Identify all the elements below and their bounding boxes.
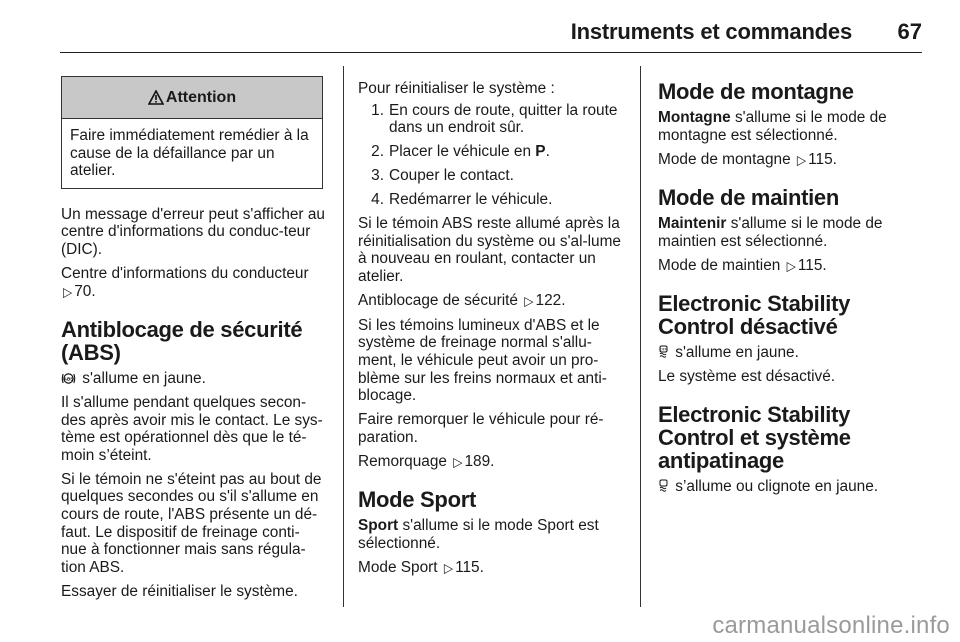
page-reference: 122. bbox=[535, 291, 566, 309]
section-heading-maintien: Mode de maintien bbox=[658, 185, 839, 211]
paragraph: s’allume ou clignote en jaune. bbox=[658, 478, 922, 496]
attention-box bbox=[61, 76, 323, 189]
column-1 bbox=[61, 76, 325, 607]
page-ref-arrow-icon: ▷ bbox=[63, 283, 73, 300]
page-reference: 189. bbox=[464, 452, 495, 470]
column-2 bbox=[358, 80, 624, 584]
paragraph: Pour réinitialiser le système : bbox=[358, 80, 555, 97]
paragraph: Essayer de réinitialiser le système. bbox=[61, 582, 298, 600]
page-reference: 70. bbox=[74, 282, 96, 300]
page-reference: 115. bbox=[455, 558, 484, 576]
reset-steps-list bbox=[358, 102, 624, 209]
svg-text:ABS: ABS bbox=[63, 376, 74, 382]
paragraph-reference: Antiblocage de sécurité ▷ 122. bbox=[358, 292, 624, 311]
page-ref-arrow-icon: ▷ bbox=[524, 293, 534, 309]
page-reference: 115. bbox=[797, 256, 827, 274]
list-item: 2. Placer le véhicule en P. bbox=[371, 143, 550, 161]
page-ref-arrow-icon: ▷ bbox=[443, 560, 454, 576]
esc-skid-icon bbox=[658, 479, 669, 493]
page-reference: 115. bbox=[808, 150, 837, 168]
attention-title: Attention bbox=[165, 88, 237, 106]
column-3 bbox=[658, 80, 922, 502]
paragraph-reference: Remorquage ▷ 189. bbox=[358, 453, 624, 472]
paragraph-reference: Mode de montagne ▷ 115. bbox=[658, 151, 922, 170]
paragraph: Si le témoin ABS reste allumé après la réinitialisation du système ou s'al-lume à nouveau en roulant, contacter un atelier. bbox=[358, 215, 621, 285]
section-heading-montagne: Mode de montagne bbox=[658, 79, 854, 104]
page-number: 67 bbox=[897, 19, 922, 44]
paragraph: Un message d'erreur peut s'afficher au centre d'informations du conduc-teur (DIC). bbox=[61, 205, 325, 258]
list-item: 3. Couper le contact. bbox=[371, 167, 514, 185]
abs-warning-icon bbox=[61, 372, 76, 385]
watermark: carmanualsonline.info bbox=[712, 612, 950, 639]
paragraph: ABS s'allume en jaune. bbox=[61, 370, 325, 388]
paragraph: Sport s'allume si le mode Sport est sélectionné. bbox=[358, 517, 599, 552]
paragraph: Si le témoin ne s'éteint pas au bout de quelques secondes ou s'il s'allume en cours de route, l'ABS présente un dé-faut. Le dispositif de freinage conti-nue à fonctionner mais sans régula-tion ABS. bbox=[61, 470, 322, 576]
column-divider bbox=[640, 66, 641, 607]
paragraph-reference: Mode de maintien ▷ 115. bbox=[658, 257, 922, 276]
list-item: 4. Redémarrer le véhicule. bbox=[371, 191, 553, 209]
page-ref-arrow-icon: ▷ bbox=[786, 257, 796, 274]
paragraph: OFF s'allume en jaune. bbox=[658, 344, 922, 362]
paragraph-reference: Centre d'informations du conducteur ▷ 70. bbox=[61, 265, 325, 301]
svg-text:OFF: OFF bbox=[660, 347, 667, 352]
page-ref-arrow-icon: ▷ bbox=[453, 454, 463, 470]
warning-triangle-icon bbox=[148, 90, 164, 105]
paragraph-reference: Mode Sport ▷ 115. bbox=[358, 559, 624, 578]
attention-header bbox=[62, 77, 322, 119]
section-heading-esc-off: Electronic Stability Control désactivé bbox=[658, 291, 851, 340]
paragraph: Si les témoins lumineux d'ABS et le système de freinage normal s'allu-ment, le véhicule peut avoir un pro-blème sur les freins normaux et anti-blocage. bbox=[358, 316, 607, 405]
page-header bbox=[60, 18, 922, 53]
column-divider bbox=[343, 66, 344, 607]
paragraph: Le système est désactivé. bbox=[658, 368, 836, 386]
page-header-title: Instruments et commandes bbox=[570, 19, 852, 44]
paragraph: Maintenir s'allume si le mode de maintien est sélectionné. bbox=[658, 215, 883, 250]
esc-off-icon bbox=[658, 345, 669, 359]
attention-text: Faire immédiatement remédier à la cause de la défaillance par un atelier. bbox=[70, 127, 309, 180]
list-item: 1. En cours de route, quitter la route dans un endroit sûr. bbox=[371, 101, 618, 137]
page-ref-arrow-icon: ▷ bbox=[796, 151, 807, 168]
section-heading-abs: Antiblocage de sécurité (ABS) bbox=[61, 317, 303, 366]
paragraph: Montagne s'allume si le mode de montagne est sélectionné. bbox=[658, 109, 887, 144]
paragraph: Faire remorquer le véhicule pour ré-paration. bbox=[358, 411, 604, 446]
section-heading-sport: Mode Sport bbox=[358, 487, 476, 513]
paragraph: Il s'allume pendant quelques secon-des après avoir mis le contact. Le sys-tème est opérationnel dès que le té-moin s’éteint. bbox=[61, 394, 323, 464]
section-heading-esc-tc: Electronic Stability Control et système antipatinage bbox=[658, 401, 851, 473]
